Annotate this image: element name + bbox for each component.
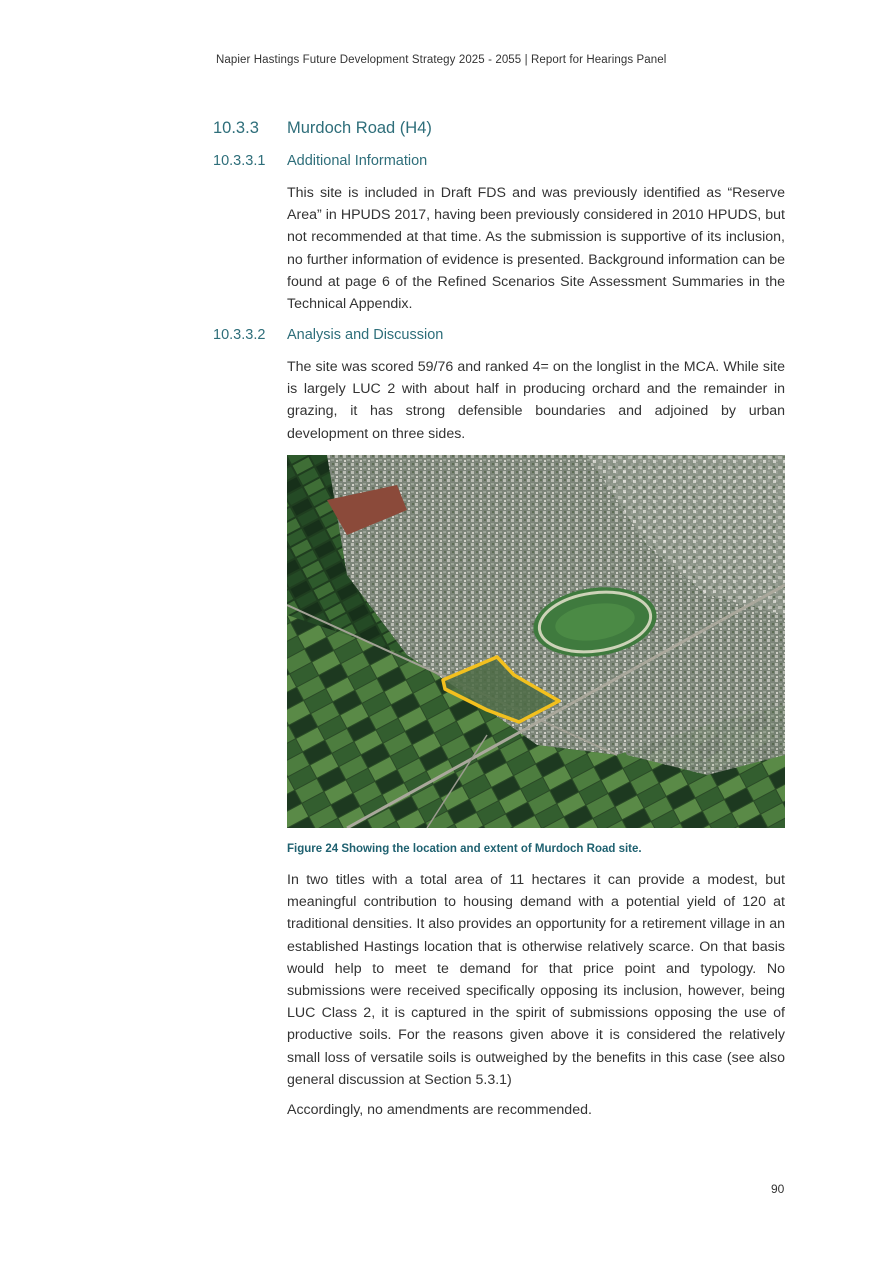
section-heading [213, 119, 773, 141]
subsection-heading-additional-info [213, 153, 773, 173]
section-number: 10.3.3 [213, 119, 259, 137]
discussion-paragraph: In two titles with a total area of 11 hectares it can provide a modest, but meaningful contribution to housing demand with a potential yield of 120 at traditional densities. It also provides an opportunity for a retirement village in an established Hastings location that is otherwise relatively scarce. On that basis would help to meet te demand for that price point and typology. No submissions were received specifically opposing its inclusion, however, being LUC Class 2, it is captured in the spirit of submissions opposing the use of productive soils. For the reasons given above it is considered the relatively small loss of versatile soils is outweighed by the benefits in this case (see also general discussion at Section 5.3.1) [287, 872, 785, 1088]
subsection-number: 10.3.3.2 [213, 327, 266, 343]
page-number: 90 [771, 1182, 785, 1196]
aerial-site-photo [287, 455, 785, 828]
running-header: Napier Hastings Future Development Strategy 2025 - 2055 | Report for Hearings Panel [216, 54, 667, 66]
figure-caption: Figure 24 Showing the location and extent of Murdoch Road site. [287, 843, 642, 855]
subsection-title: Additional Information [287, 153, 428, 169]
subsection-heading-analysis [213, 327, 773, 347]
additional-info-paragraph: This site is included in Draft FDS and was previously identified as “Reserve Area” in HPUDS 2017, having been previously considered in 2010 HPUDS, but not recommended at that time. As the submission is supportive of its inclusion, no further information of evidence is presented. Background information can be found at page 6 of the Refined Scenarios Site Assessment Summaries in the Technical Appendix. [287, 185, 785, 313]
subsection-title: Analysis and Discussion [287, 327, 444, 343]
conclusion-paragraph: Accordingly, no amendments are recommended. [287, 1102, 592, 1118]
aerial-map-illustration [287, 455, 785, 828]
subsection-number: 10.3.3.1 [213, 153, 266, 169]
analysis-paragraph: The site was scored 59/76 and ranked 4= on the longlist in the MCA. While site is largely LUC 2 with about half in producing orchard and the remainder in grazing, it has strong defensible boundaries and adjoined by urban development on three sides. [287, 359, 785, 442]
section-title: Murdoch Road (H4) [287, 119, 432, 137]
